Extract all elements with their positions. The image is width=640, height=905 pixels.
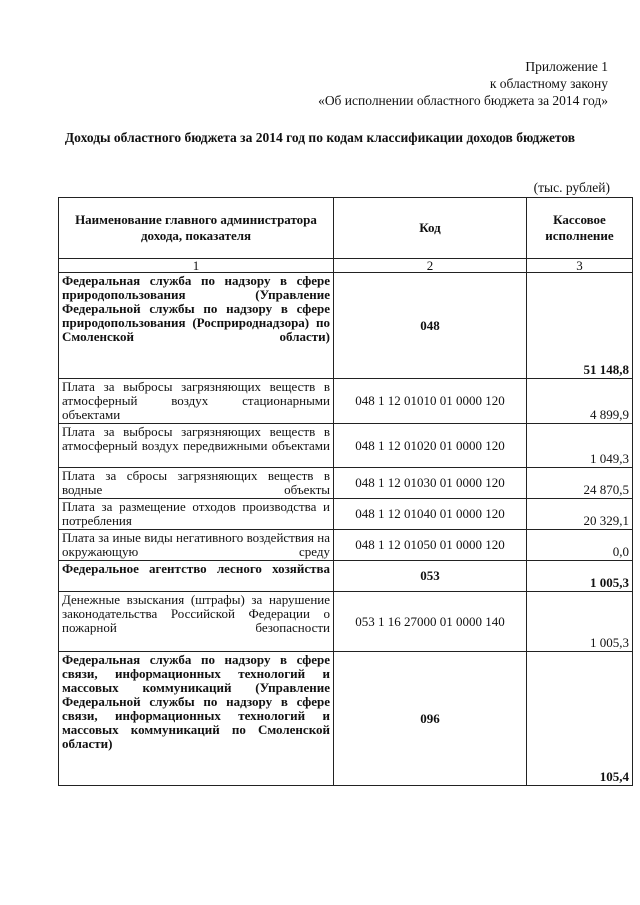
row-code: 048: [334, 273, 527, 379]
header-name: Наименование главного администратора дохода, показателя: [59, 198, 334, 259]
document-title: Доходы областного бюджета за 2014 год по кодам классификации доходов бюджетов: [64, 130, 576, 145]
row-name: Плата за размещение отходов производства и потребления: [59, 499, 334, 530]
table-row: [59, 379, 633, 424]
row-name: Плата за сбросы загрязняющих веществ в водные объекты: [59, 468, 334, 499]
row-code: 048 1 12 01030 01 0000 120: [334, 468, 527, 499]
row-code: 048 1 12 01020 01 0000 120: [334, 424, 527, 468]
header-amount: Кассовое исполнение: [527, 198, 633, 259]
row-name: Федеральная служба по надзору в сфере природопользования (Управление Федеральной службы по надзору в сфере природопользования (Росприроднадзора) по Смоленской области): [59, 273, 334, 379]
row-amount: 1 005,3: [527, 561, 633, 592]
row-name: Плата за иные виды негативного воздействия на окружающую среду: [59, 530, 334, 561]
row-code: 048 1 12 01040 01 0000 120: [334, 499, 527, 530]
row-code: 048 1 12 01010 01 0000 120: [334, 379, 527, 424]
row-name: Плата за выбросы загрязняющих веществ в атмосферный воздух стационарными объектами: [59, 379, 334, 424]
row-code: 048 1 12 01050 01 0000 120: [334, 530, 527, 561]
table-row: [59, 424, 633, 468]
table-row: [59, 561, 633, 592]
column-number: 2: [334, 259, 527, 273]
row-amount: 105,4: [527, 652, 633, 786]
column-number: 3: [527, 259, 633, 273]
appendix-header: [318, 58, 608, 109]
table-row: [59, 468, 633, 499]
row-name: Федеральная служба по надзору в сфере связи, информационных технологий и массовых коммуникаций (Управление Федеральной службы по надзору в сфере связи, информационных технологий и массовых коммуникаций по Смоленской области): [59, 652, 334, 786]
row-amount: 20 329,1: [527, 499, 633, 530]
revenue-table: [58, 197, 633, 786]
row-amount: 1 049,3: [527, 424, 633, 468]
row-code: 096: [334, 652, 527, 786]
row-code: 053 1 16 27000 01 0000 140: [334, 592, 527, 652]
row-amount: 1 005,3: [527, 592, 633, 652]
row-amount: 4 899,9: [527, 379, 633, 424]
table-row: [59, 499, 633, 530]
column-number: 1: [59, 259, 334, 273]
header-row: [59, 198, 633, 259]
column-number-row: [59, 259, 633, 273]
row-name: Денежные взыскания (штрафы) за нарушение законодательства Российской Федерации о пожарной безопасности: [59, 592, 334, 652]
row-name: Федеральное агентство лесного хозяйства: [59, 561, 334, 592]
table-row: [59, 273, 633, 379]
row-amount: 0,0: [527, 530, 633, 561]
table-row: [59, 652, 633, 786]
row-code: 053: [334, 561, 527, 592]
table-row: [59, 592, 633, 652]
units-label: (тыс. рублей): [533, 180, 610, 195]
appendix-line-2: к областному закону: [489, 76, 608, 91]
header-code: Код: [334, 198, 527, 259]
row-name: Плата за выбросы загрязняющих веществ в атмосферный воздух передвижными объектами: [59, 424, 334, 468]
appendix-line-3: «Об исполнении областного бюджета за 2014 год»: [318, 93, 608, 108]
appendix-line-1: Приложение 1: [525, 59, 608, 74]
row-amount: 51 148,8: [527, 273, 633, 379]
table-row: [59, 530, 633, 561]
row-amount: 24 870,5: [527, 468, 633, 499]
